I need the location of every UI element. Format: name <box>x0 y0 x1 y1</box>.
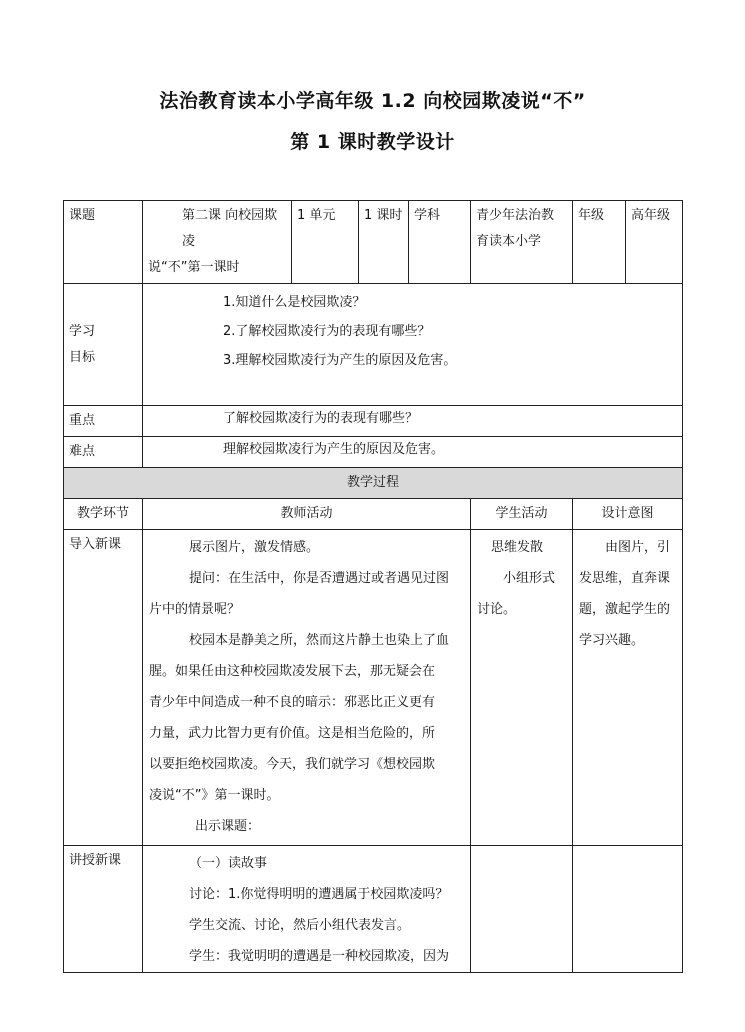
new-lesson-teacher-cell <box>143 846 471 973</box>
page-title: 法治教育读本小学高年级 1.2 向校园欺凌说“不” <box>159 90 586 112</box>
unit-cell <box>292 201 359 284</box>
intro-intent-line: 学习兴趣。 <box>579 633 645 648</box>
grade-label: 年级 <box>578 208 605 223</box>
new-lesson-row <box>64 846 683 973</box>
subject-label-cell <box>409 201 471 284</box>
column-header-intent <box>573 499 683 530</box>
intro-intent-cell <box>573 530 683 846</box>
unit-value: 1 单元 <box>297 208 336 223</box>
key-point-value-cell <box>143 406 683 437</box>
intro-teacher-line: 以要拒绝校园欺凌。今天，我们就学习《想校园欺 <box>149 757 436 772</box>
grade-value: 高年级 <box>631 208 671 223</box>
new-lesson-intent-cell <box>573 846 683 973</box>
intro-teacher-line: 提问：在生活中，你是否遭遇过或者遇见过图 <box>189 571 450 586</box>
course-value-cell <box>143 201 292 284</box>
new-lesson-teacher-line: （一）读故事 <box>189 856 268 871</box>
key-point-label: 重点 <box>69 413 96 428</box>
course-value-line-1: 第二课 向校园欺凌 <box>182 208 278 249</box>
course-value-line-2: 说“不”第一课时 <box>148 260 240 275</box>
column-header-row <box>64 499 683 530</box>
subject-value-line-1: 青少年法治教 <box>476 208 555 223</box>
process-header-row <box>64 468 683 499</box>
course-label-cell <box>64 201 143 284</box>
intro-student-line: 讨论。 <box>477 602 517 617</box>
objective-item: 2.了解校园欺凌行为的表现有哪些？ <box>223 324 431 339</box>
difficulty-value: 理解校园欺凌行为产生的原因及危害。 <box>223 442 445 457</box>
objectives-cell <box>143 284 683 406</box>
column-header-student <box>471 499 573 530</box>
intro-teacher-line: 凌说“不”》第一课时。 <box>149 788 280 803</box>
objectives-row <box>64 284 683 406</box>
intro-student-line: 小组形式 <box>503 571 556 586</box>
intro-intent-line: 题，激起学生的 <box>579 602 671 617</box>
intro-teacher-line: 展示图片，激发情感。 <box>189 540 320 555</box>
column-header-stage <box>64 499 143 530</box>
objectives-label-line-1: 学习 <box>69 323 96 339</box>
intro-student-line: 思维发散 <box>491 540 544 555</box>
objective-item: 1.知道什么是校园欺凌？ <box>223 295 366 310</box>
process-header: 教学过程 <box>346 475 399 490</box>
objectives-label-line-2: 目标 <box>69 349 96 365</box>
key-point-value: 了解校园欺凌行为的表现有哪些？ <box>223 411 419 426</box>
process-header-cell <box>64 468 683 499</box>
new-lesson-stage: 讲授新课 <box>69 853 122 868</box>
intro-stage: 导入新课 <box>69 537 122 552</box>
subject-value-cell <box>471 201 573 284</box>
difficulty-row <box>64 437 683 468</box>
intro-teacher-line: 出示课题： <box>195 819 261 834</box>
new-lesson-stage-cell <box>64 846 143 973</box>
intro-teacher-line: 腥。如果任由这种校园欺凌发展下去，那无疑会在 <box>149 664 436 679</box>
new-lesson-student-cell <box>471 846 573 973</box>
lesson-plan-table <box>63 200 683 973</box>
new-lesson-teacher-line: 学生交流、讨论，然后小组代表发言。 <box>189 918 411 933</box>
subject-label: 学科 <box>414 208 441 223</box>
page-subtitle: 第 1 课时教学设计 <box>290 131 455 153</box>
course-label: 课题 <box>69 208 96 223</box>
objective-item: 3.理解校园欺凌行为产生的原因及危害。 <box>223 353 457 368</box>
header-row <box>64 201 683 284</box>
column-header-student-label: 学生活动 <box>495 506 548 521</box>
column-header-teacher-label: 教师活动 <box>280 506 333 521</box>
key-point-label-cell <box>64 406 143 437</box>
column-header-intent-label: 设计意图 <box>601 506 654 521</box>
intro-stage-cell <box>64 530 143 846</box>
period-value: 1 课时 <box>364 208 403 223</box>
intro-teacher-line: 力量，武力比智力更有价值。这是相当危险的，所 <box>149 726 436 741</box>
intro-teacher-cell <box>143 530 471 846</box>
grade-label-cell <box>573 201 626 284</box>
intro-teacher-line: 片中的情景呢？ <box>149 602 241 617</box>
column-header-teacher <box>143 499 471 530</box>
grade-value-cell <box>626 201 683 284</box>
intro-intent-line: 由图片，引 <box>605 540 671 555</box>
intro-teacher-line: 校园本是静美之所，然而这片静土也染上了血 <box>189 633 450 648</box>
difficulty-value-cell <box>143 437 683 468</box>
intro-intent-line: 发思维，直奔课 <box>579 571 671 586</box>
period-cell <box>359 201 409 284</box>
intro-row <box>64 530 683 846</box>
new-lesson-teacher-line: 讨论：1.你觉得明明的遭遇属于校园欺凌吗？ <box>189 887 449 902</box>
objectives-label-cell <box>64 284 143 406</box>
difficulty-label-cell <box>64 437 143 468</box>
key-point-row <box>64 406 683 437</box>
difficulty-label: 难点 <box>69 444 96 459</box>
intro-student-cell <box>471 530 573 846</box>
new-lesson-teacher-line: 学生：我觉明明的遭遇是一种校园欺凌，因为 <box>189 949 450 964</box>
column-header-stage-label: 教学环节 <box>76 506 129 521</box>
intro-teacher-line: 青少年中间造成一种不良的暗示：邪恶比正义更有 <box>149 695 436 710</box>
subject-value-line-2: 育读本小学 <box>476 234 542 249</box>
